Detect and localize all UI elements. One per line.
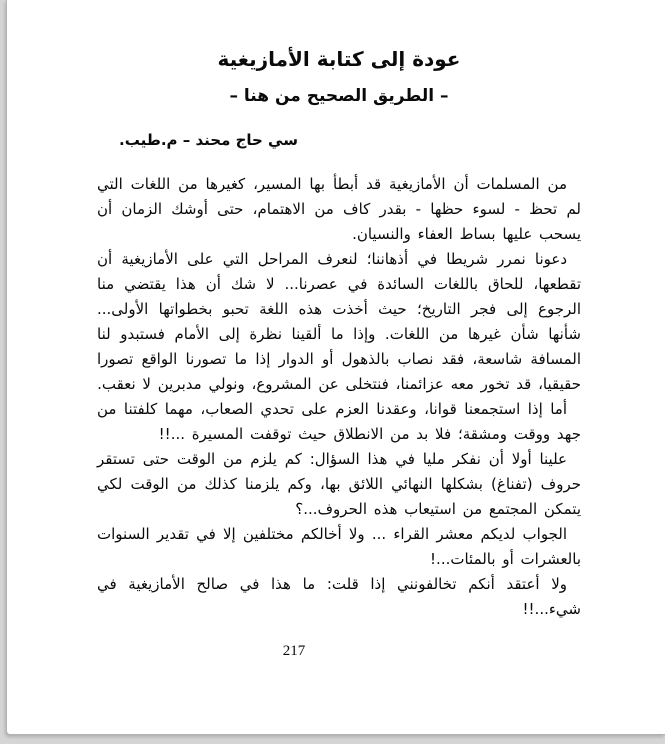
paragraph: ولا أعتقد أنكم تخالفونني إذا قلت: ما هذا في صالح الأمازيغية في شيء...!! xyxy=(97,575,581,618)
paragraph: من المسلمات أن الأمازيغية قد أبطأ بها المسير، كغيرها من اللغات التي لم تحظ - لسوء حظها - بقدر كاف من الاهتمام، حتى أوشك الزمان أن يسحب عليها بساط العفاء والنسيان. xyxy=(97,175,581,243)
page-number: 217 xyxy=(282,643,306,659)
article-subtitle: – الطريق الصحيح من هنا – xyxy=(229,86,449,106)
paragraph: دعونا نمرر شريطا في أذهاننا؛ لنعرف المراحل التي على الأمازيغية أن تقطعها، للحاق باللغات السائدة في عصرنا... لا شك أن هذا يقتضي منا الرجوع إلى فجر التاريخ؛ حيث أخذت هذه اللغة تحبو بخطواتها الأولى... شأنها شأن غيرها من اللغات. وإذا ما ألقينا نظرة إلى الأمام فستبدو لنا المسافة شاسعة، فقد نصاب بالذهول أو الدوار إذا ما تصورنا الواقع تصورا حقيقيا، قد تخور معه عزائمنا، فنتخلى عن المشروع، ونولي مدبرين لا نعقب. xyxy=(97,250,581,393)
paragraph: الجواب لديكم معشر القراء ... ولا أخالكم مختلفين إلا في تقدير السنوات بالعشرات أو بالمئات...! xyxy=(97,525,581,568)
article-title: عودة إلى كتابة الأمازيغية xyxy=(217,47,461,71)
author-byline: سي حاج محند – م.طيب. xyxy=(119,131,298,149)
document-page xyxy=(6,0,665,735)
page-content xyxy=(7,0,665,622)
paragraph: أما إذا استجمعنا قوانا، وعقدنا العزم على تحدي الصعاب، مهما كلفتنا من جهد ووقت ومشقة؛ فلا بد من الانطلاق حيث توقفت المسيرة ...!! xyxy=(97,400,581,443)
article-body xyxy=(97,172,581,622)
paragraph: علينا أولا أن نفكر مليا في هذا السؤال: كم يلزم من الوقت حتى تستقر حروف (تفناغ) بشكلها النهائي اللائق بها، وكم يلزمنا كذلك من الوقت لكي يتمكن المجتمع من استيعاب هذه الحروف...؟ xyxy=(97,450,581,518)
